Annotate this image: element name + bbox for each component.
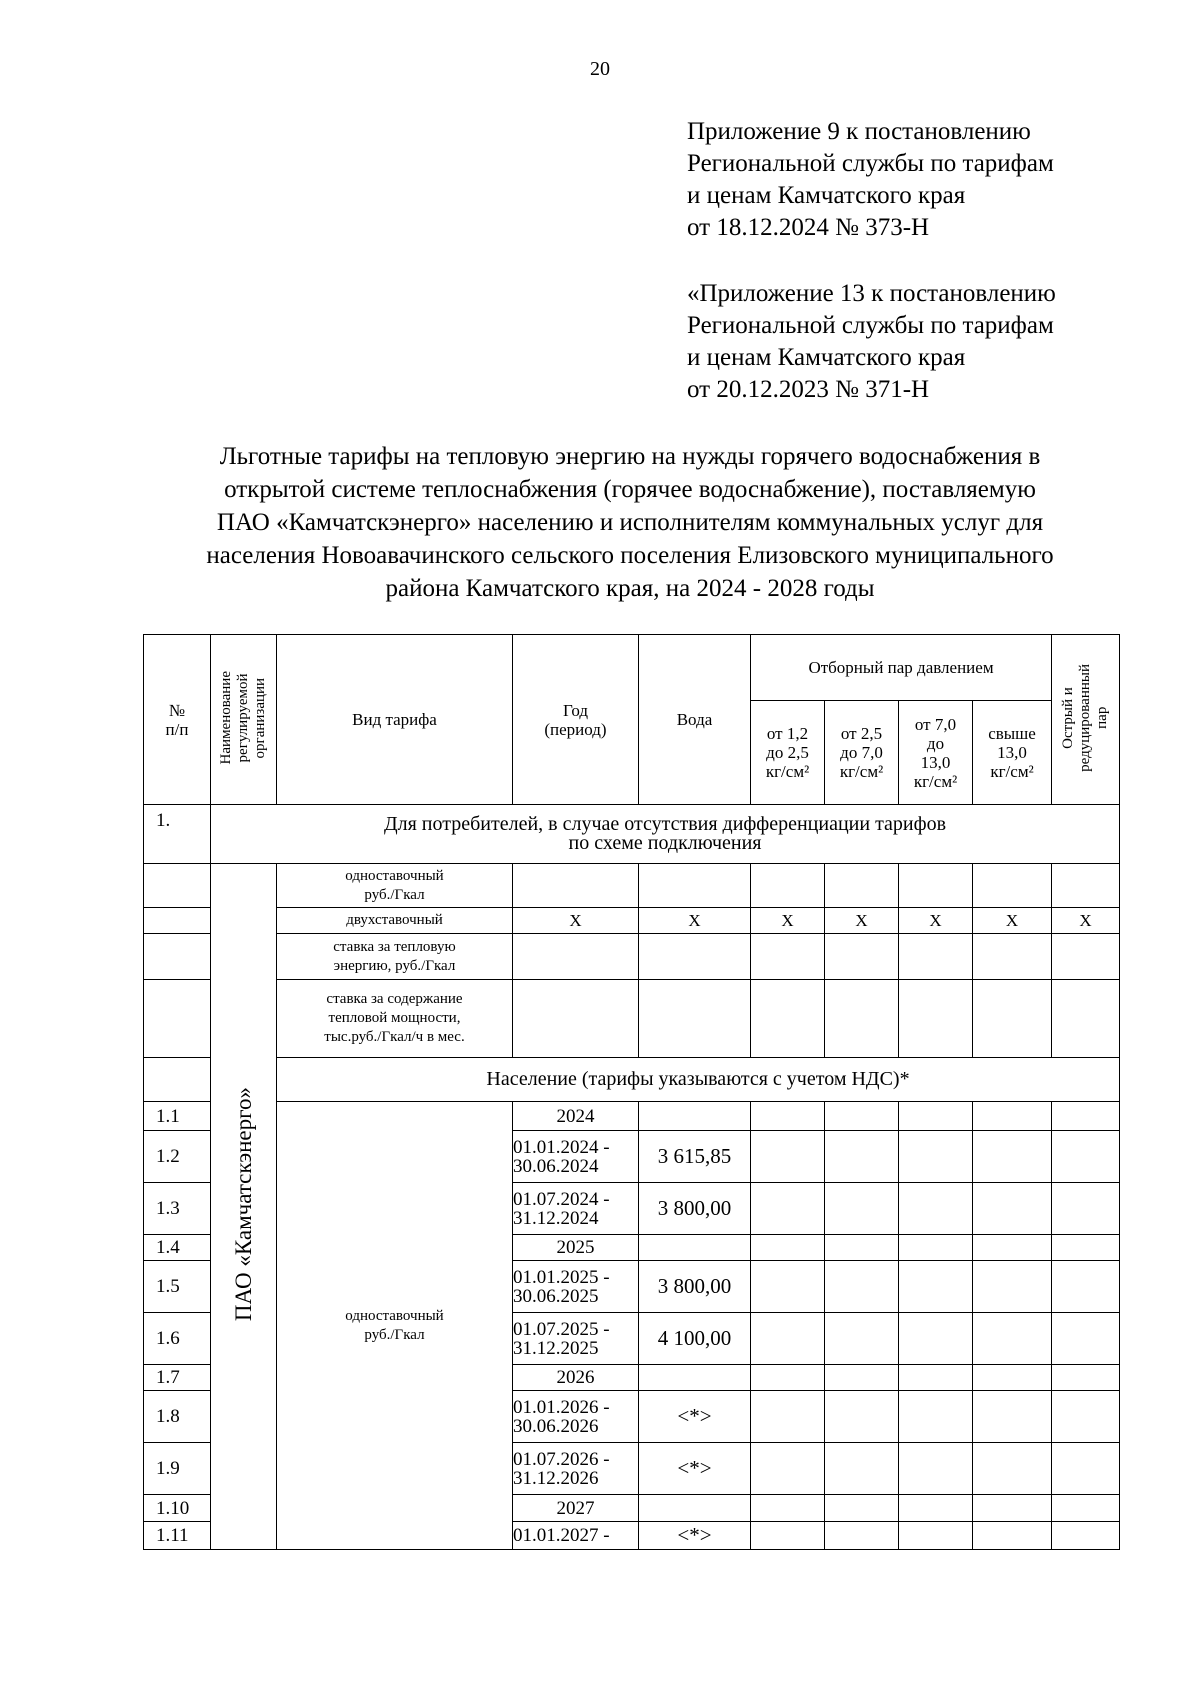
header-pressure-4: свыше 13,0 кг/см² xyxy=(973,701,1052,805)
annex-line: и ценам Камчатского края xyxy=(687,344,966,371)
water-tariff-value: 3 615,85 xyxy=(639,1131,751,1183)
not-applicable-mark: Х xyxy=(751,908,825,934)
annex-line: Региональной службы по тарифам xyxy=(687,312,1054,339)
water-tariff-value: 3 800,00 xyxy=(639,1261,751,1313)
water-tariff-value: 3 800,00 xyxy=(639,1183,751,1235)
empty-cell xyxy=(144,980,211,1058)
empty-cell xyxy=(144,934,211,980)
header-pressure-3: от 7,0 до 13,0 кг/см² xyxy=(899,701,973,805)
header-organization: Наименование регулируемой организации xyxy=(211,635,277,805)
annex-line: Приложение 9 к постановлению xyxy=(687,118,1031,145)
row-number: 1.5 xyxy=(144,1261,211,1313)
not-applicable-mark: Х xyxy=(825,908,899,934)
annex-line: и ценам Камчатского края xyxy=(687,182,966,209)
title-line: населения Новоавачинского сельского поселения Елизовского муниципального xyxy=(206,542,1054,569)
header-pressure-1: от 1,2 до 2,5 кг/см² xyxy=(751,701,825,805)
not-applicable-mark: Х xyxy=(1052,908,1120,934)
title-line: ПАО «Камчатскэнерго» населению и исполнителям коммунальных услуг для xyxy=(216,509,1044,536)
water-tariff-value: <*> xyxy=(639,1522,751,1550)
tariff-capacity-rate: ставка за содержание тепловой мощности, тыс.руб./Гкал/ч в мес. xyxy=(277,980,513,1058)
section-heading: Для потребителей, в случае отсутствия дифференциации тарифов по схеме подключения xyxy=(211,805,1120,864)
water-tariff-value: 4 100,00 xyxy=(639,1313,751,1365)
row-number: 1.7 xyxy=(144,1365,211,1391)
year-cell: 2024 xyxy=(513,1102,639,1131)
period-cell: 01.07.2026 - 31.12.2026 xyxy=(513,1443,639,1495)
row-number: 1.6 xyxy=(144,1313,211,1365)
annex-reference-original xyxy=(687,278,1056,406)
tariff-single-rate: одноставочный руб./Гкал xyxy=(277,864,513,908)
not-applicable-mark: Х xyxy=(973,908,1052,934)
population-tariff-type: одноставочный руб./Гкал xyxy=(277,1102,513,1550)
row-number: 1.8 xyxy=(144,1391,211,1443)
organization-name-cell: ПАО «Камчатскэнерго» xyxy=(211,864,277,1550)
row-number: 1.11 xyxy=(144,1522,211,1550)
period-cell: 01.01.2024 - 30.06.2024 xyxy=(513,1131,639,1183)
row-number: 1.3 xyxy=(144,1183,211,1235)
title-line: Льготные тарифы на тепловую энергию на нужды горячего водоснабжения в xyxy=(219,443,1041,470)
annex-line: от 18.12.2024 № 373-Н xyxy=(687,214,930,241)
header-year: Год (период) xyxy=(513,635,639,805)
row-number: 1.4 xyxy=(144,1235,211,1261)
period-cell: 01.07.2024 - 31.12.2024 xyxy=(513,1183,639,1235)
tariff-table xyxy=(143,634,1120,1550)
section-number: 1. xyxy=(144,805,211,864)
period-cell: 01.07.2025 - 31.12.2025 xyxy=(513,1313,639,1365)
tariff-energy-rate: ставка за тепловую энергию, руб./Гкал xyxy=(277,934,513,980)
population-heading: Население (тарифы указываются с учетом НДС)* xyxy=(277,1058,1120,1102)
year-cell: 2027 xyxy=(513,1495,639,1522)
row-number: 1.1 xyxy=(144,1102,211,1131)
header-steam-group: Отборный пар давлением xyxy=(751,635,1052,701)
period-cell: 01.01.2025 - 30.06.2025 xyxy=(513,1261,639,1313)
not-applicable-mark: Х xyxy=(513,908,639,934)
empty-cell xyxy=(144,864,211,908)
period-cell: 01.01.2026 - 30.06.2026 xyxy=(513,1391,639,1443)
header-pressure-2: от 2,5 до 7,0 кг/см² xyxy=(825,701,899,805)
header-tariff-type: Вид тарифа xyxy=(277,635,513,805)
title-line: открытой системе теплоснабжения (горячее водоснабжение), поставляемую xyxy=(224,476,1036,503)
water-tariff-value: <*> xyxy=(639,1443,751,1495)
tariff-two-part: двухставочный xyxy=(277,908,513,934)
empty-cell xyxy=(144,908,211,934)
row-number: 1.10 xyxy=(144,1495,211,1522)
empty-cell xyxy=(144,1058,211,1102)
not-applicable-mark: Х xyxy=(639,908,751,934)
title-line: района Камчатского края, на 2024 - 2028 годы xyxy=(385,575,875,602)
header-water: Вода xyxy=(639,635,751,805)
row-number: 1.2 xyxy=(144,1131,211,1183)
year-cell: 2025 xyxy=(513,1235,639,1261)
row-number: 1.9 xyxy=(144,1443,211,1495)
header-number: № п/п xyxy=(144,635,211,805)
header-sharp-steam: Острый и редуцированный пар xyxy=(1052,635,1120,805)
water-tariff-value: <*> xyxy=(639,1391,751,1443)
annex-line: Региональной службы по тарифам xyxy=(687,150,1054,177)
period-cell: 01.01.2027 - xyxy=(513,1522,639,1550)
document-title xyxy=(140,440,1120,605)
annex-reference-current xyxy=(687,116,1054,244)
annex-line: «Приложение 13 к постановлению xyxy=(687,280,1056,307)
not-applicable-mark: Х xyxy=(899,908,973,934)
year-cell: 2026 xyxy=(513,1365,639,1391)
annex-line: от 20.12.2023 № 371-Н xyxy=(687,376,930,403)
page-number: 20 xyxy=(590,58,610,80)
